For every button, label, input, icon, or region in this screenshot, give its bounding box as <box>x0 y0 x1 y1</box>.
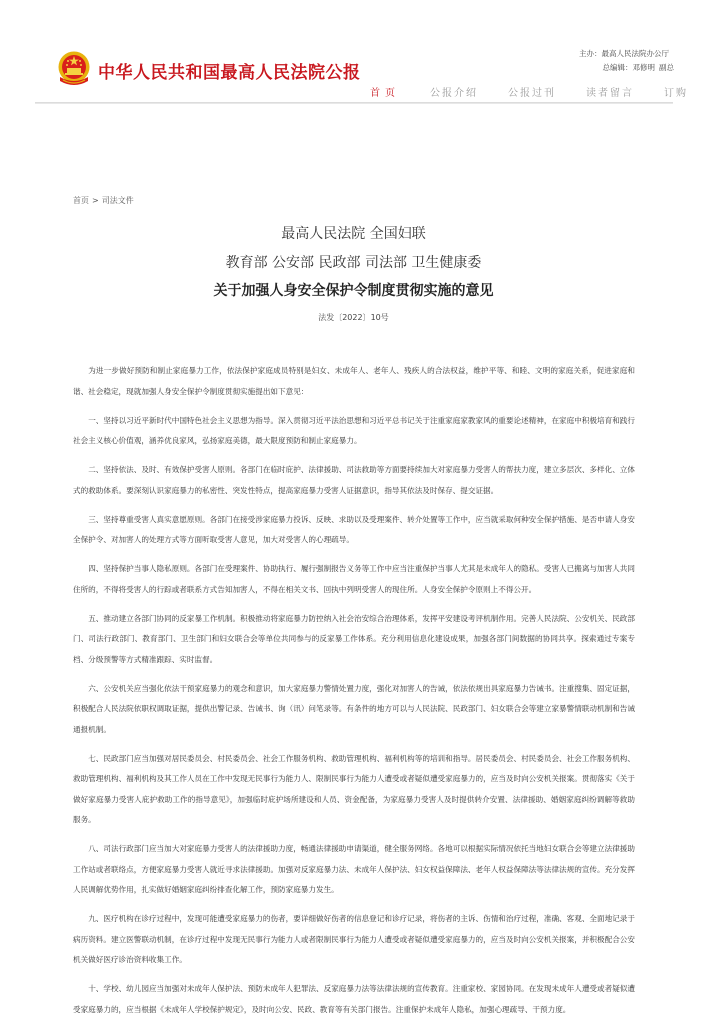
deputy-editor-label: 副总 <box>659 63 674 72</box>
editor-in-chief: 总编辑：邓修明 <box>602 63 655 72</box>
paragraph-8: 八、司法行政部门应当加大对家庭暴力受害人的法律援助力度，畅通法律援助申请渠道，健全服务网络。各地可以根据实际情况依托当地妇女联合会等建立法律援助工作站或者联络点，方便家庭暴力受害人就近寻求法律援助。加强对反家庭暴力法、未成年人保护法、妇女权益保障法、老年人权益保障法等法律法规的宣传。充分发挥人民调解优势作用，扎实做好婚姻家庭纠纷排查化解工作，预防家庭暴力发生。 <box>73 844 635 894</box>
breadcrumb-home[interactable]: 首页 <box>73 196 89 205</box>
nav-item-subscribe[interactable]: 订购 <box>664 88 688 99</box>
nav-item-past-issues[interactable]: 公报过刊 <box>508 88 556 99</box>
nav-item-about[interactable]: 公报介绍 <box>430 88 478 99</box>
breadcrumb-separator: > <box>92 196 99 205</box>
breadcrumb <box>73 195 134 206</box>
paragraph-intro: 为进一步做好预防和制止家庭暴力工作，依法保护家庭成员特别是妇女、未成年人、老年人、残疾人的合法权益，维护平等、和睦、文明的家庭关系，促进家庭和谐、社会稳定，现就加强人身安全保护令制度贯彻实施提出如下意见： <box>73 366 635 396</box>
editor-info <box>599 62 675 73</box>
paragraph-5: 五、推动建立各部门协同的反家暴工作机制。积极推动将家庭暴力防控纳入社会治安综合治理体系，发挥平安建设考评机制作用。完善人民法院、公安机关、民政部门、司法行政部门、教育部门、卫生部门和妇女联合会等单位共同参与的反家暴工作体系。充分利用信息化建设成果，加强各部门间数据的协同共享。探索通过专案专档、分级预警等方式精准跟踪、实时监督。 <box>73 613 635 664</box>
paragraph-2: 二、坚持依法、及时、有效保护受害人原则。各部门在临时庇护、法律援助、司法救助等方面要持续加大对家庭暴力受害人的帮扶力度，建立多层次、多样化、立体式的救助体系。要深刻认识家庭暴力的私密性、突发性特点，提高家庭暴力受害人证据意识，指导其依法及时保存、提交证据。 <box>73 465 635 495</box>
document-body <box>73 361 635 1029</box>
site-title[interactable]: 中华人民共和国最高人民法院公报 <box>98 63 361 83</box>
issuers-line-1: 最高人民法院 全国妇联 <box>281 226 426 242</box>
paragraph-7: 七、民政部门应当加强对居民委员会、村民委员会、社会工作服务机构、救助管理机构、福利机构等的培训和指导。居民委员会、村民委员会、社会工作服务机构、救助管理机构、福利机构及其工作人员在工作中发现无民事行为能力人、限制民事行为能力人遭受或者疑似遭受家庭暴力的，应当及时向公安机关报案。贯彻落实《关于做好家庭暴力受害人庇护救助工作的指导意见》，加强临时庇护场所建设和人员、资金配备，为家庭暴力受害人及时提供转介安置、法律援助、婚姻家庭纠纷调解等救助服务。 <box>73 753 635 824</box>
paragraph-9: 九、医疗机构在诊疗过程中，发现可能遭受家庭暴力的伤者，要详细做好伤者的信息登记和诊疗记录，将伤者的主诉、伤情和治疗过程，准确、客观、全面地记录于病历资料。建立医警联动机制，在诊疗过程中发现无民事行为能力人或者限制民事行为能力人遭受或者疑似遭受家庭暴力的，应当及时向公安机关报案，并积极配合公安机关做好医疗诊治资料收集工作。 <box>73 914 635 964</box>
paragraph-1: 一、坚持以习近平新时代中国特色社会主义思想为指导。深入贯彻习近平法治思想和习近平总书记关于注重家庭家教家风的重要论述精神，在家庭中积极培育和践行社会主义核心价值观，涵养优良家风，弘扬家庭美德，最大限度预防和制止家庭暴力。 <box>73 415 635 445</box>
header-divider <box>35 102 673 104</box>
document-number: 法发〔2022〕10号 <box>318 313 389 322</box>
paragraph-3: 三、坚持尊重受害人真实意愿原则。各部门在接受涉家庭暴力投诉、反映、求助以及受理案件、转介处置等工作中，应当就采取何种安全保护措施、是否申请人身安全保护令、对加害人的处理方式等方面听取受害人意见，加大对受害人的心理疏导。 <box>73 514 635 544</box>
paragraph-6: 六、公安机关应当强化依法干预家庭暴力的观念和意识，加大家庭暴力警情处置力度，强化对加害人的告诫，依法依规出具家庭暴力告诫书。注重搜集、固定证据，积极配合人民法院依职权调取证据，提供出警记录、告诫书、询（讯）问笔录等。有条件的地方可以与人民法院、民政部门、妇女联合会等建立家暴警情联动机制和告诫通报机制。 <box>73 683 635 734</box>
issuers-line-2: 教育部 公安部 民政部 司法部 卫生健康委 <box>225 255 482 271</box>
site-header <box>0 0 707 105</box>
paragraph-4: 四、坚持保护当事人隐私原则。各部门在受理案件、协助执行、履行强制报告义务等工作中应当注重保护当事人尤其是未成年人的隐私。受害人已搬离与加害人共同住所的，不得将受害人的行踪或者联系方式告知加害人，不得在相关文书、回执中列明受害人的现住所。人身安全保护令原则上不得公开。 <box>73 564 635 594</box>
breadcrumb-current[interactable]: 司法文件 <box>101 196 134 205</box>
nav-item-home[interactable]: 首页 <box>370 88 400 99</box>
national-emblem-icon <box>57 51 91 89</box>
nav-item-reader-messages[interactable]: 读者留言 <box>586 88 634 99</box>
main-nav <box>370 84 718 99</box>
sponsor-info: 主办：最高人民法院办公厅 <box>579 49 669 58</box>
paragraph-10: 十、学校、幼儿园应当加强对未成年人保护法、预防未成年人犯罪法、反家庭暴力法等法律法规的宣传教育。注重家校、家园协同。在发现未成年人遭受或者疑似遭受家庭暴力的，应当根据《未成年人学校保护规定》，及时向公安、民政、教育等有关部门报告。注重保护未成年人隐私，加强心理疏导、干预力度。 <box>73 984 635 1014</box>
document-title: 关于加强人身安全保护令制度贯彻实施的意见 <box>213 283 494 299</box>
